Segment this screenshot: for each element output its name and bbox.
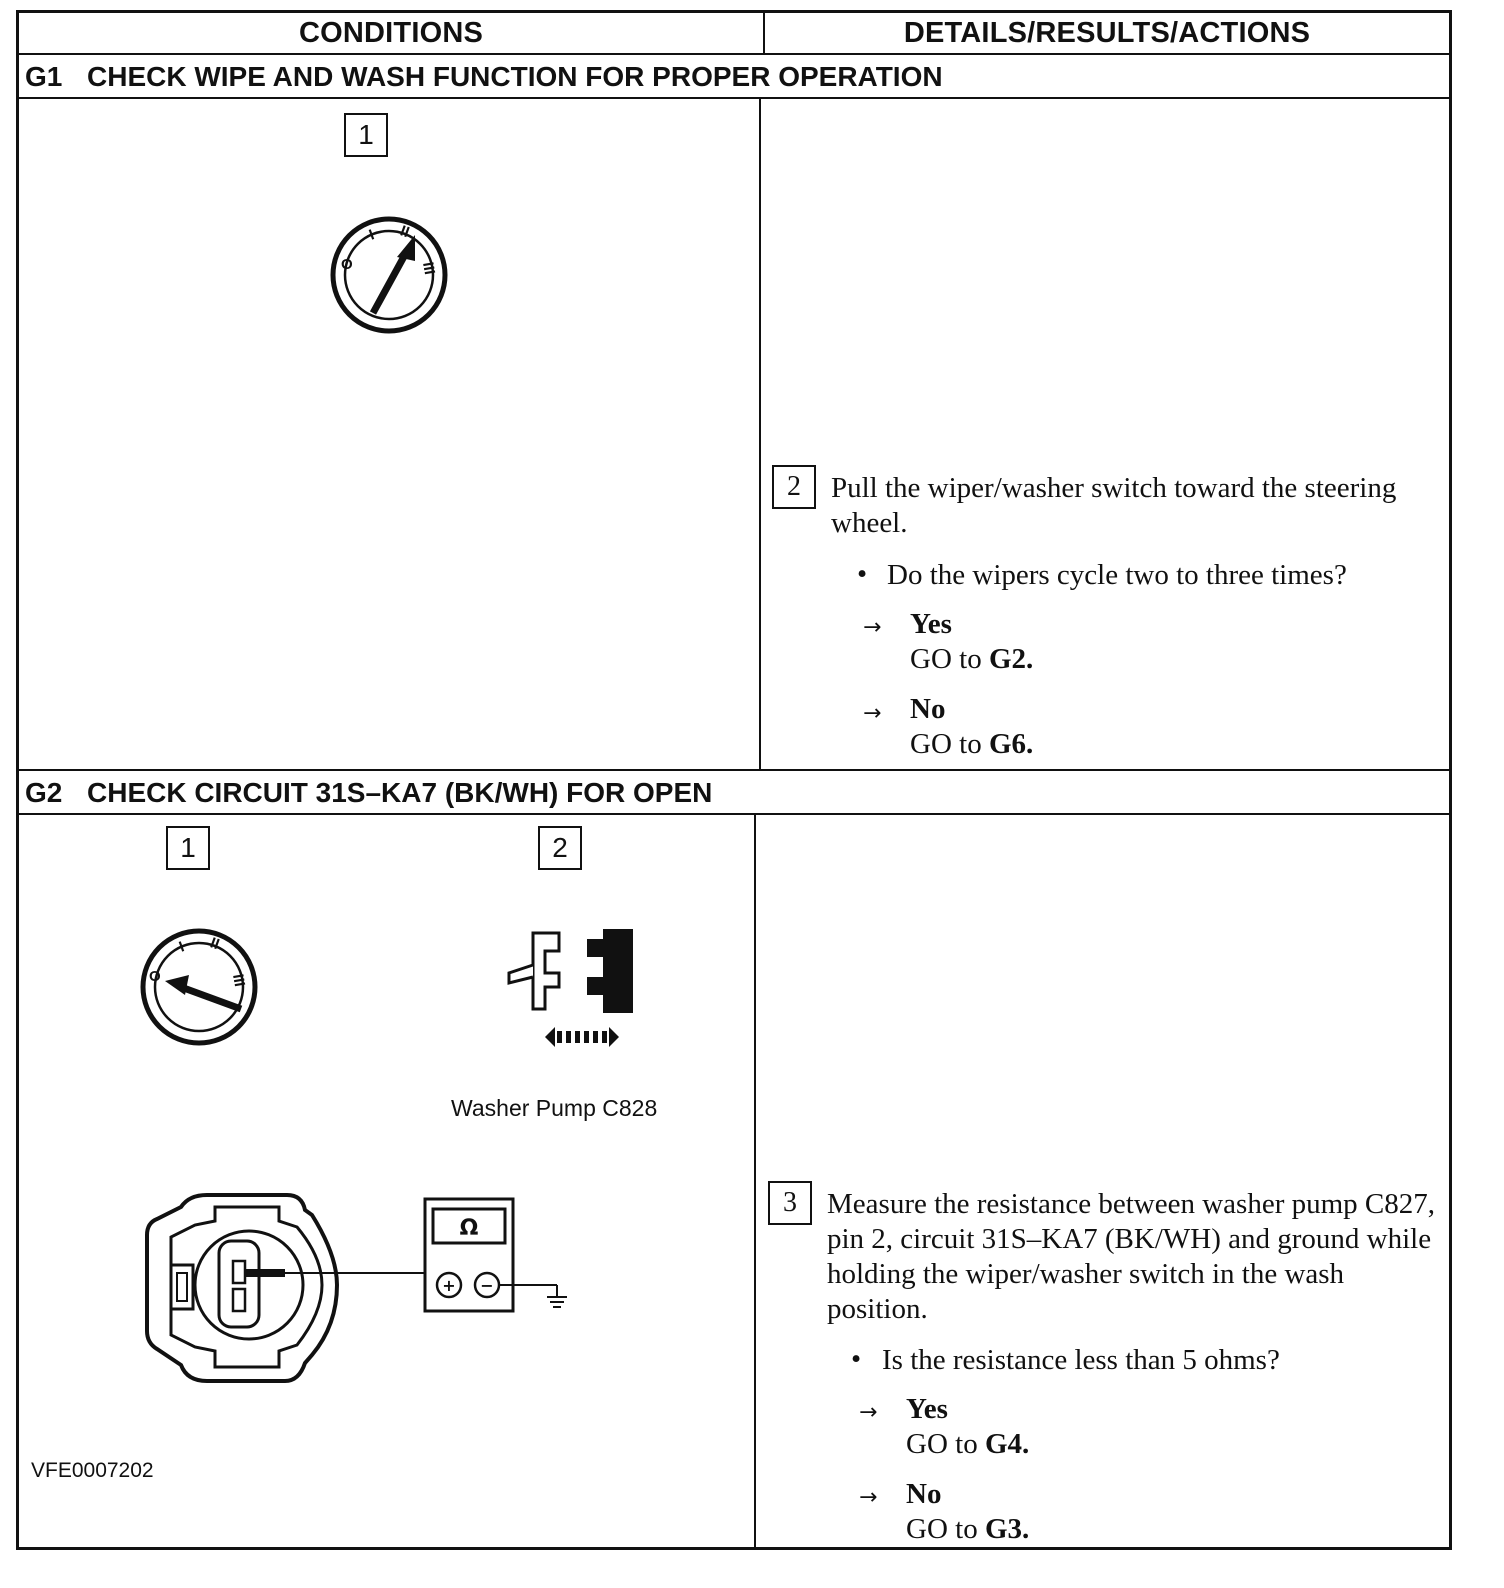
svg-text:I: I: [176, 938, 187, 956]
g1-title-row: [19, 55, 1449, 99]
g1-yes-target: G2.: [988, 643, 1034, 675]
washer-pump-label: Washer Pump C828: [451, 1095, 658, 1121]
ignition-switch-off-icon: [137, 925, 262, 1050]
svg-text:III: III: [229, 972, 249, 988]
g1-title: CHECK WIPE AND WASH FUNCTION FOR PROPER OPERATION: [87, 61, 943, 92]
g2-title: CHECK CIRCUIT 31S–KA7 (BK/WH) FOR OPEN: [87, 777, 713, 808]
figure-id: VFE0007202: [31, 1459, 154, 1482]
svg-text:O: O: [341, 256, 353, 273]
g1-instruction: Pull the wiper/washer switch toward the steering wheel.: [831, 472, 1397, 539]
g1-question: Do the wipers cycle two to three times?: [887, 559, 1347, 591]
g1-bullet: •: [857, 558, 868, 590]
g1-code: G1: [25, 61, 63, 92]
meter-minus-terminal: −: [480, 1276, 494, 1295]
g2-bullet: •: [851, 1343, 862, 1375]
g2-no-action: GO to G3.: [906, 1513, 1030, 1545]
g2-no-label: No: [906, 1478, 942, 1510]
g1-yes-label: Yes: [910, 608, 952, 640]
g1-no-label: No: [910, 693, 946, 725]
g2-yes-arrow-icon: →: [859, 1400, 878, 1425]
svg-text:II: II: [397, 222, 412, 242]
g1-no-action: GO to G6.: [910, 728, 1034, 760]
pump-connector-measurement-diagram: [137, 1185, 577, 1395]
g2-action-step-3: 3: [768, 1181, 812, 1225]
details-header: DETAILS/RESULTS/ACTIONS: [903, 17, 1311, 49]
g2-instruction: Measure the resistance between washer pump C827, pin 2, circuit 31S–KA7 (BK/WH) and ground while holding the wiper/washer switch in the wash position.: [827, 1188, 1435, 1325]
svg-text:O: O: [149, 968, 161, 985]
svg-text:II: II: [207, 934, 222, 954]
connector-disconnect-icon: [501, 925, 641, 1055]
g2-yes-label: Yes: [906, 1393, 948, 1425]
conditions-header: CONDITIONS: [298, 17, 484, 49]
g2-condition-step-1: 1: [166, 826, 210, 870]
svg-text:III: III: [419, 260, 439, 276]
g1-yes-action: GO to G2.: [910, 643, 1034, 675]
g2-yes-action: GO to G4.: [906, 1428, 1030, 1460]
g2-no-arrow-icon: →: [859, 1485, 878, 1510]
g1-yes-arrow-icon: →: [863, 615, 882, 640]
table-header: [19, 13, 1449, 55]
g2-code: G2: [25, 777, 63, 808]
svg-text:I: I: [366, 226, 377, 244]
ignition-switch-run-icon: [327, 213, 452, 338]
g1-column-divider: [759, 99, 761, 769]
g2-yes-target: G4.: [984, 1428, 1030, 1460]
diagnostic-table: [16, 10, 1452, 1550]
g2-no-target: G3.: [984, 1513, 1030, 1545]
meter-plus-terminal: +: [442, 1276, 456, 1295]
g2-title-row: [19, 771, 1449, 815]
g1-action-step-2: 2: [772, 465, 816, 509]
g2-question: Is the resistance less than 5 ohms?: [882, 1344, 1280, 1376]
g1-no-target: G6.: [988, 728, 1034, 760]
g2-column-divider: [754, 815, 756, 1547]
g1-no-arrow-icon: →: [863, 701, 882, 726]
g1-condition-step-1: 1: [344, 113, 388, 157]
ohm-symbol: Ω: [459, 1216, 479, 1241]
g2-condition-step-2: 2: [538, 826, 582, 870]
